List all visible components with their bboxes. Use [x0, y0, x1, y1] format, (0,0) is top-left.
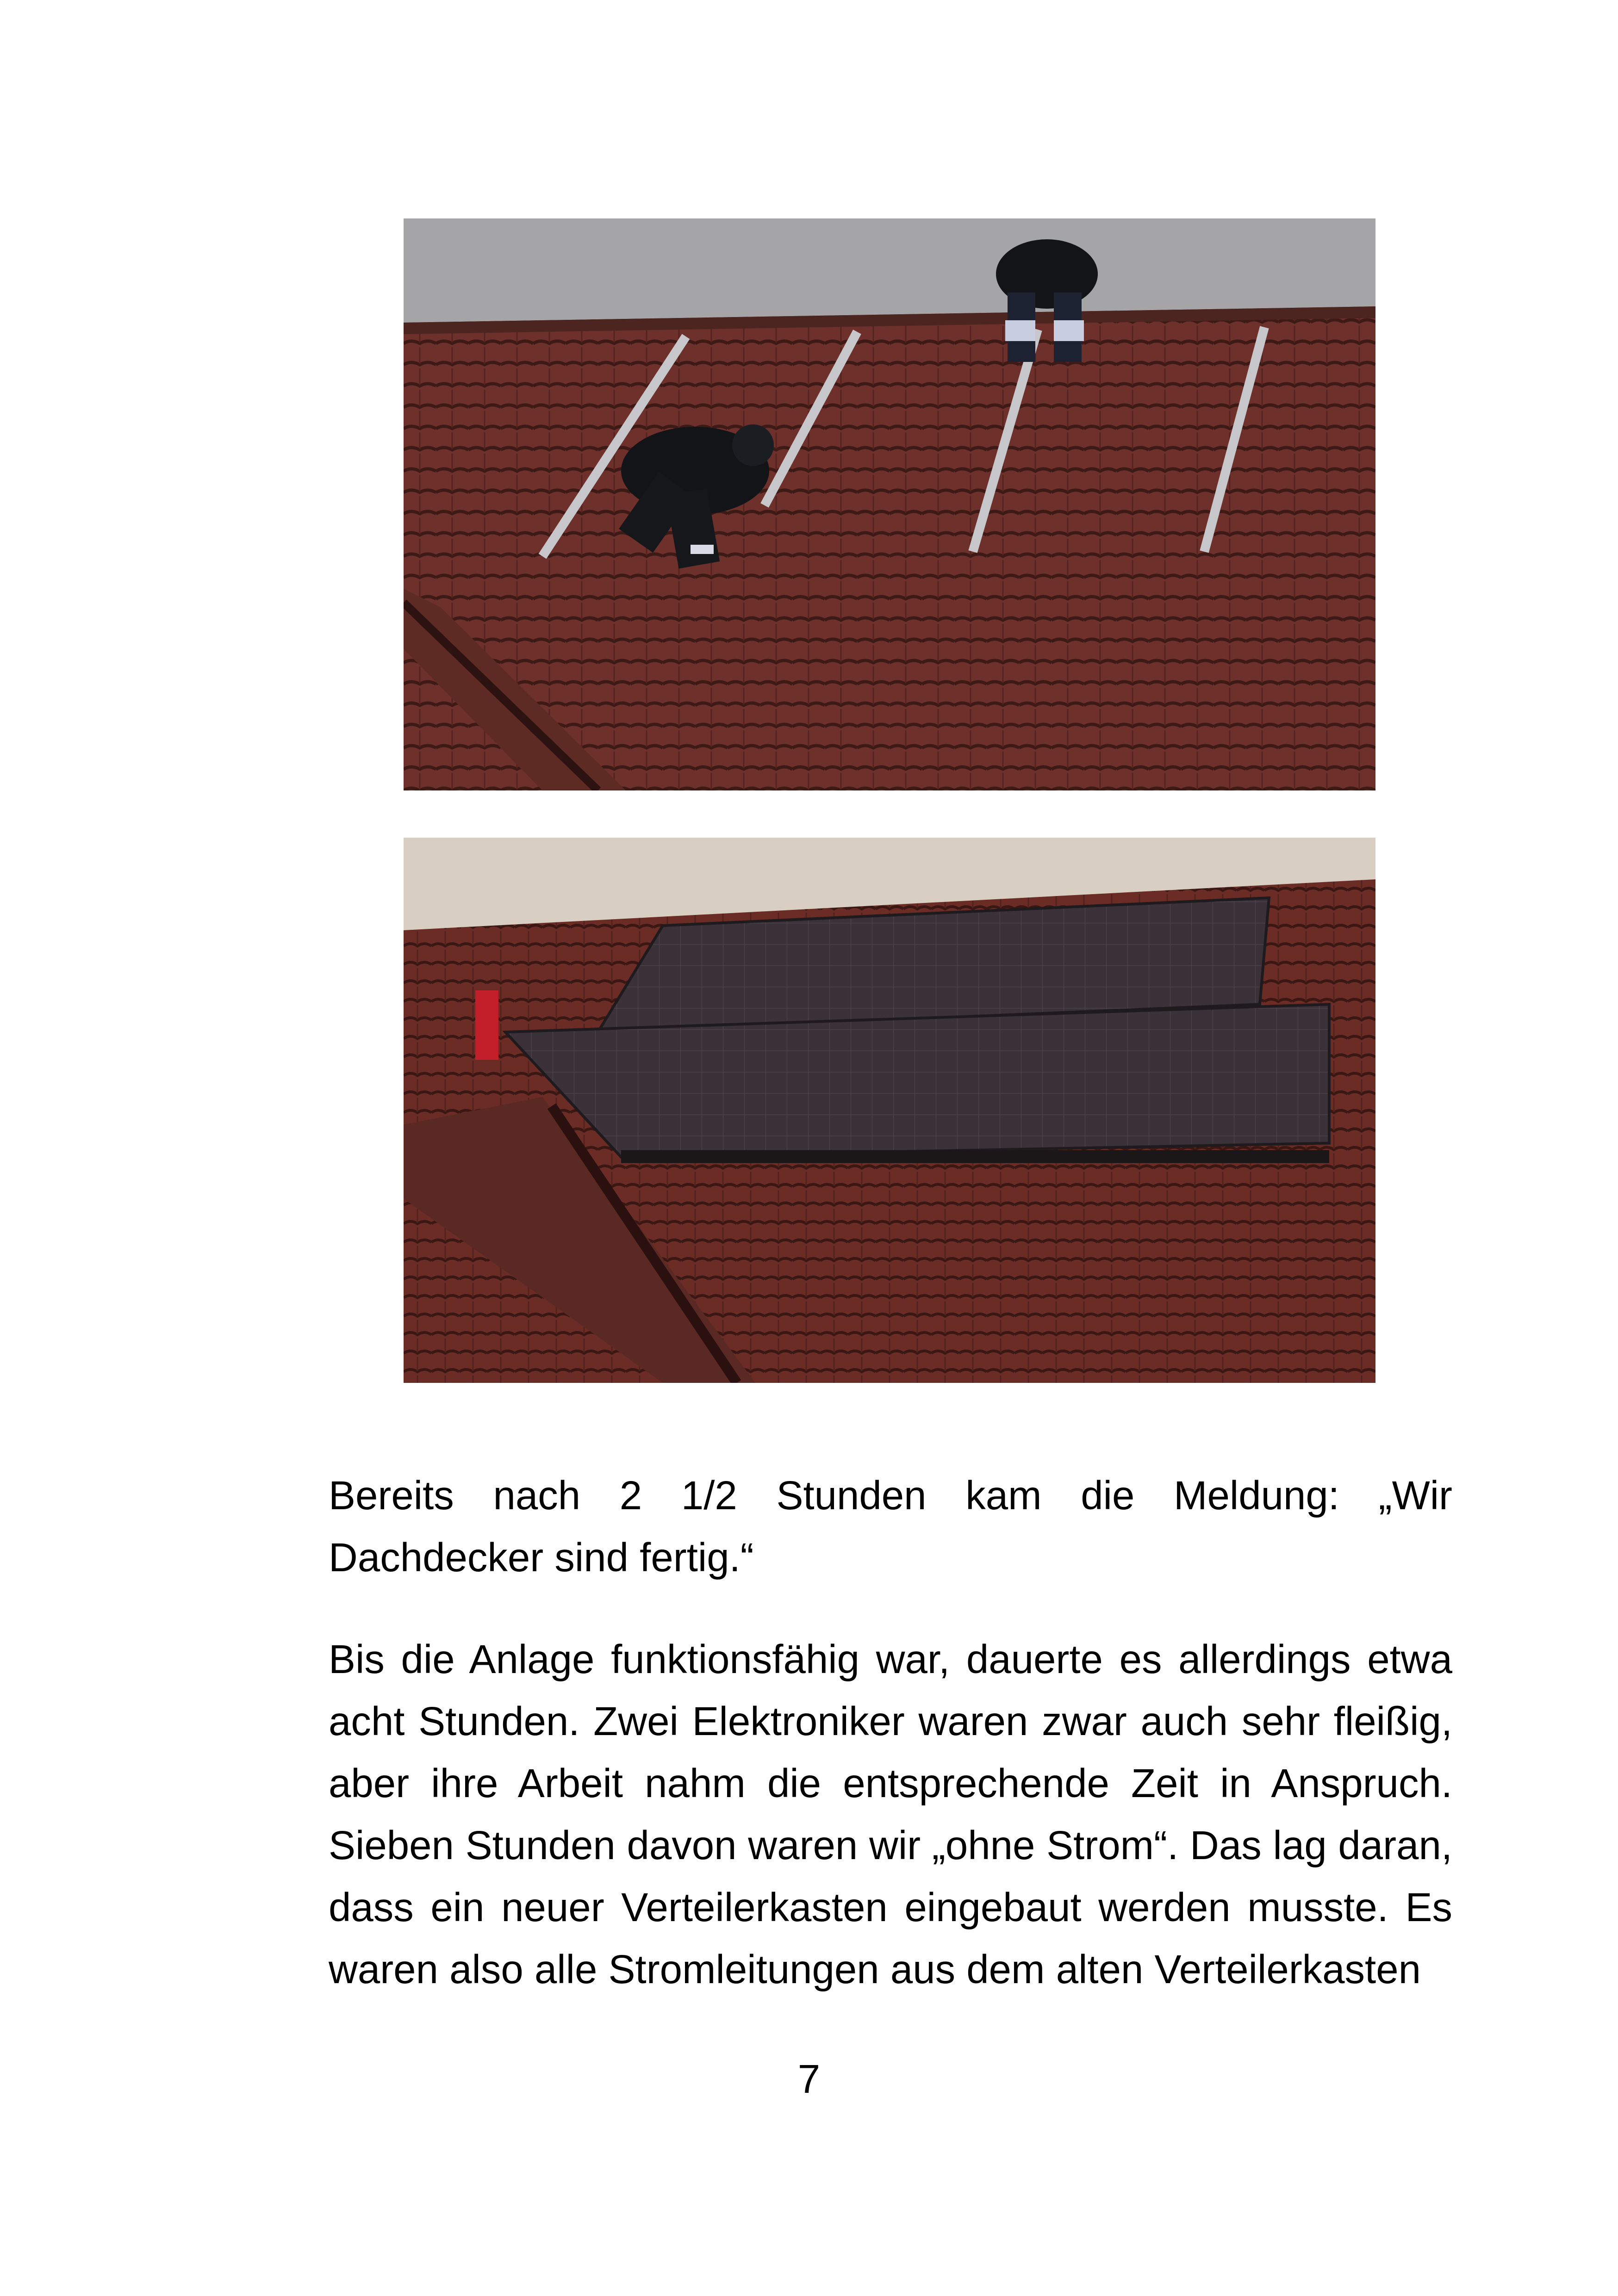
- paragraph-2: Bis die Anlage funktionsfähig war, dauerte es allerdings etwa acht Stunden. Zwei Elektroniker waren zwar auch sehr fleißig, aber ihre Arbeit nahm die entsprechende Zeit in Anspruch. Sieben Stunden davon waren wir „ohne Strom“. Das lag daran, dass ein neuer Verteilerkasten eingebaut werden musste. Es waren also alle Stromleitungen aus dem alten Verteilerkasten: [329, 1637, 1452, 1992]
- page-number: 7: [797, 2057, 821, 2102]
- photo-roof-workers: [404, 218, 1375, 790]
- paragraph-1: Bereits nach 2 1/2 Stunden kam die Meldung: „Wir Dachdecker sind fertig.“: [329, 1473, 1452, 1580]
- photo-solar-panels: [404, 838, 1375, 1383]
